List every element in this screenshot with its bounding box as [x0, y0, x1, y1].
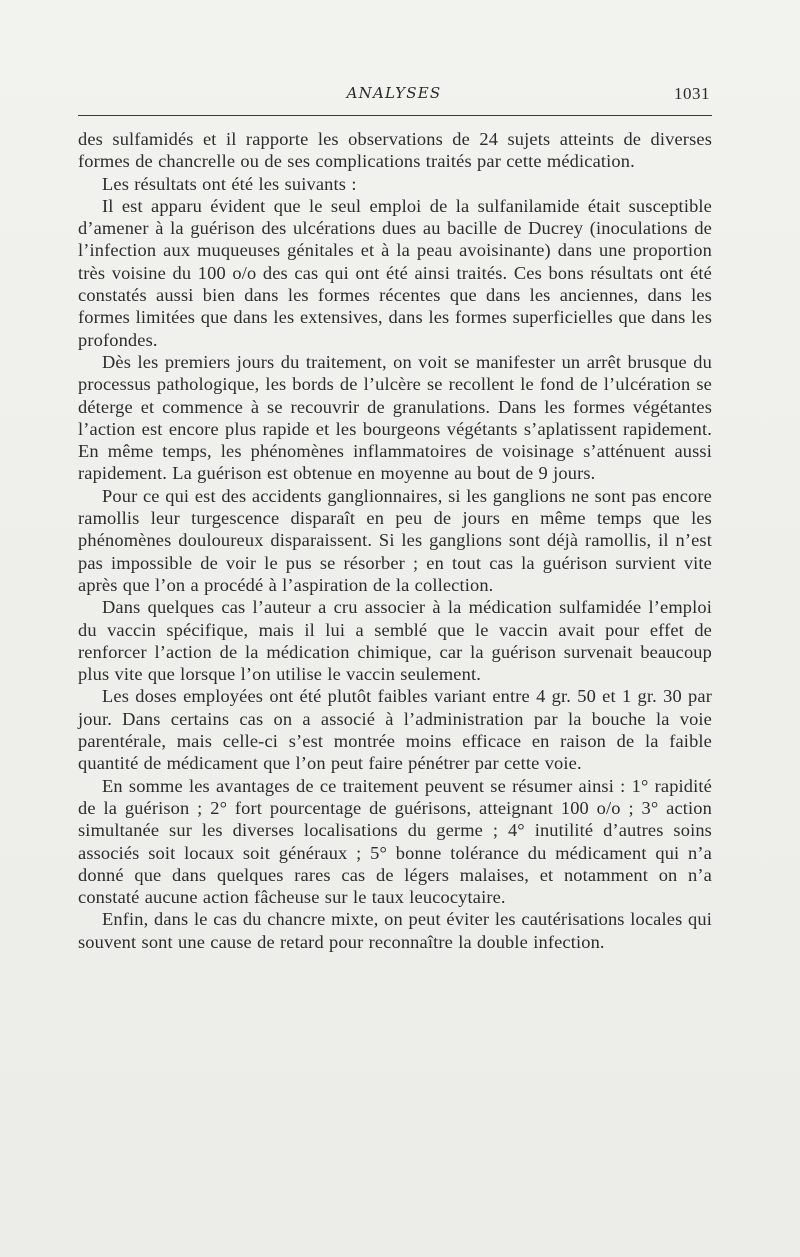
paragraph: Il est apparu évident que le seul emploi de la sulfanilamide était susceptible d’amener à la guérison des ulcérations dues au bacille de Ducrey (inoculations de l’infection aux muqueuses génitales et à la peau avoisinante) dans une proportion très voisine du 100 o/o des cas qui ont été ainsi traités. Ces bons résultats ont été constatés aussi bien dans les formes récentes que dans les anciennes, dans les formes limitées que dans les extensives, dans les formes superficielles que dans les profondes.	[78, 195, 712, 350]
header-rule	[78, 115, 712, 116]
running-head	[78, 84, 710, 108]
paragraph: Dès les premiers jours du traitement, on voit se manifester un arrêt brusque du processus pathologique, les bords de l’ulcère se recollent le fond de l’ulcération se déterge et commence à se recouvrir de granulations. Dans les formes végétantes l’action est encore plus rapide et les bourgeons végétants s’aplatissent rapidement. En même temps, les phénomènes inflammatoires de voisinage s’atténuent aussi rapidement. La guérison est obtenue en moyenne au bout de 9 jours.	[78, 351, 712, 484]
paragraph: Les résultats ont été les suivants :	[102, 173, 357, 194]
body-text	[78, 128, 712, 953]
paragraph: Les doses employées ont été plutôt faibles variant entre 4 gr. 50 et 1 gr. 30 par jour. Dans certains cas on a associé à l’administration par la bouche la voie parentérale, mais celle-ci s’est montrée moins efficace en raison de la faible quantité de médicament que l’on peut faire pénétrer par cette voie.	[78, 686, 712, 774]
page-number: 1031	[674, 84, 710, 103]
paragraph: En somme les avantages de ce traitement peuvent se résumer ainsi : 1° rapidité de la guérison ; 2° fort pourcentage de guérisons, atteignant 100 o/o ; 3° action simultanée sur les diverses localisations du germe ; 4° inutilité d’autres soins associés soit locaux soit généraux ; 5° bonne tolérance du médicament qui n’a donné que dans quelques rares cas de légers malaises, et notamment on n’a constaté aucune action fâcheuse sur le taux leucocytaire.	[78, 775, 712, 908]
paragraph: Dans quelques cas l’auteur a cru associer à la médication sulfamidée l’emploi du vaccin spécifique, mais il lui a semblé que le vaccin avait pour effet de renforcer l’action de la médication chimique, car la guérison survenait beaucoup plus vite que lorsque l’on utilise le vaccin seulement.	[78, 597, 712, 685]
paragraph-continued: des sulfamidés et il rapporte les observations de 24 sujets atteints de diverses formes de chancrelle ou de ses complications traités par cette médication.	[78, 129, 712, 172]
running-title: ANALYSES	[346, 84, 442, 102]
paragraph: Pour ce qui est des accidents ganglionnaires, si les ganglions ne sont pas encore ramollis leur turgescence disparaît en peu de jours en même temps que les phénomènes douloureux disparaissent. Si les ganglions sont déjà ramollis, il n’est pas impossible de voir le pus se résorber ; en tout cas la guérison survient vite après que l’on a procédé à l’aspiration de la collection.	[78, 485, 712, 595]
paragraph: Enfin, dans le cas du chancre mixte, on peut éviter les cautérisations locales qui souvent sont une cause de retard pour reconnaître la double infection.	[78, 909, 712, 952]
